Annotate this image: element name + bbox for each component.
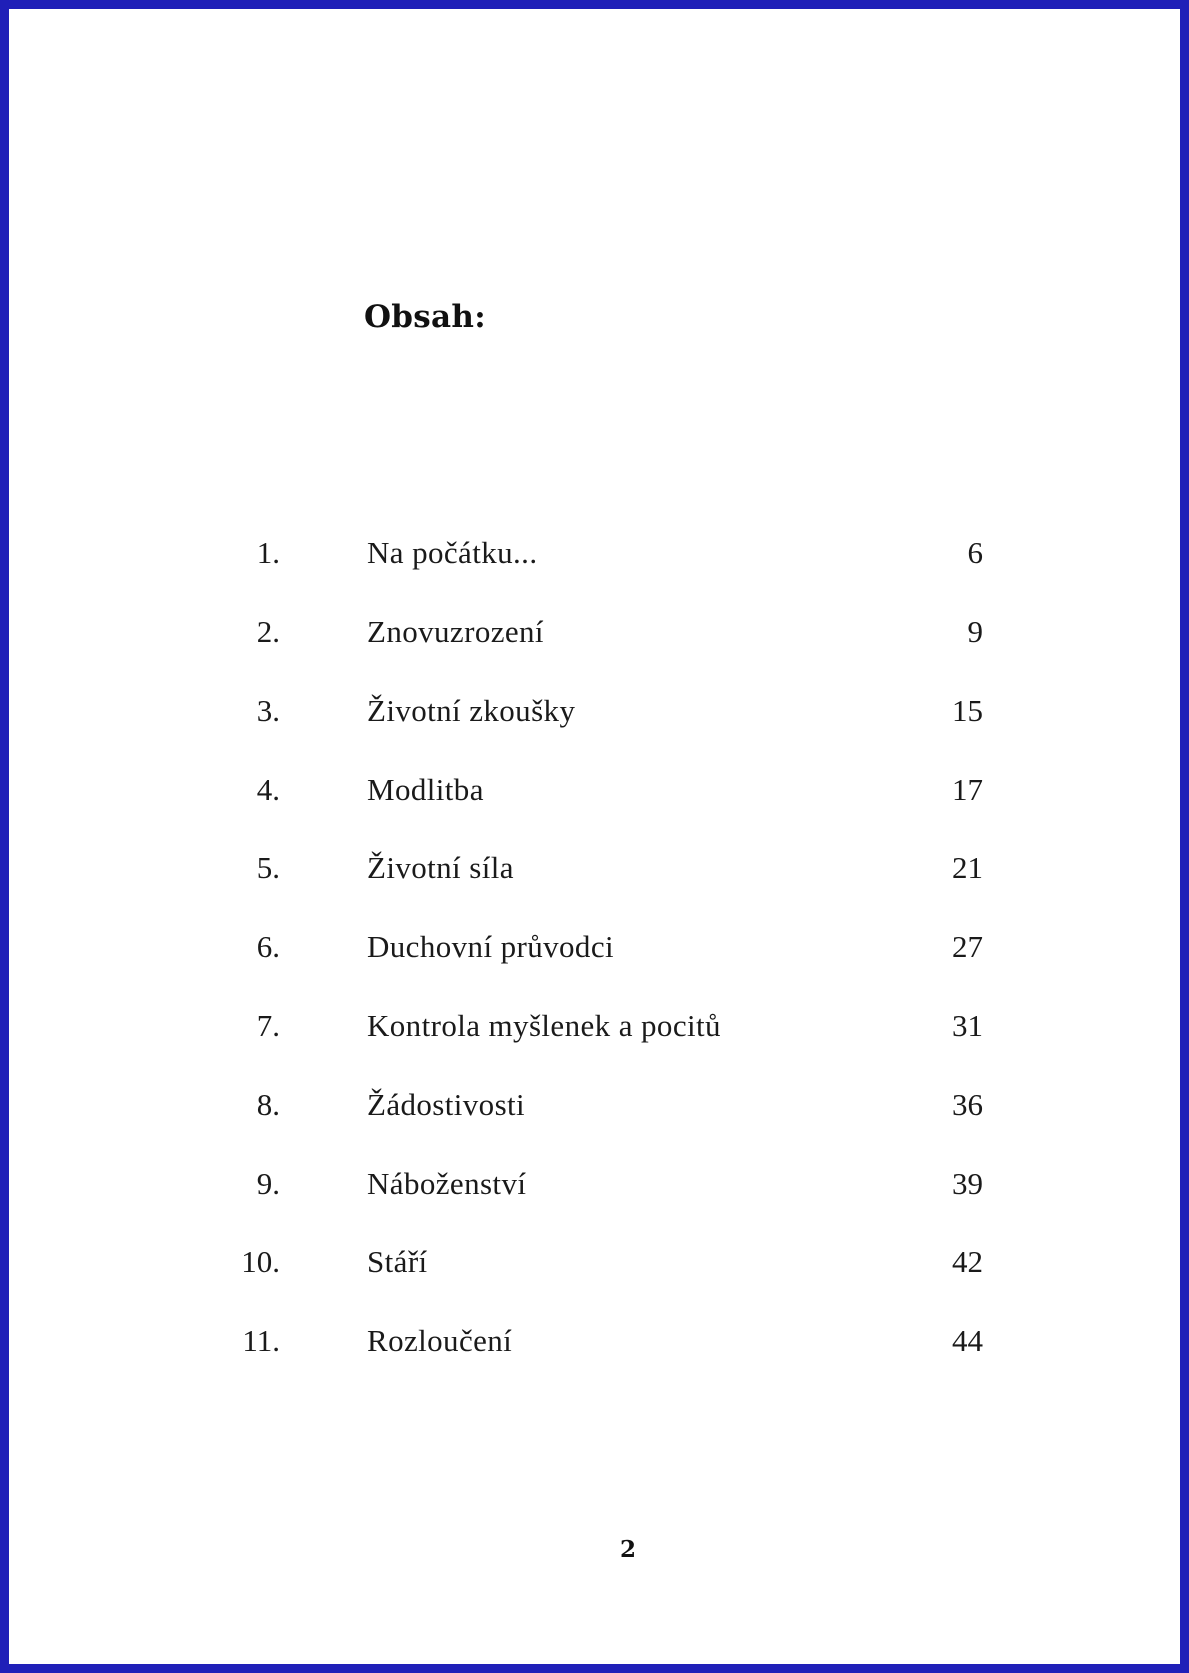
toc-entry-title: Stáří — [367, 1244, 428, 1279]
toc-entry-page: 27 — [952, 929, 983, 964]
toc-entry-page: 15 — [952, 693, 983, 728]
toc-entry-page: 21 — [952, 850, 983, 885]
toc-entry-title: Životní síla — [367, 850, 514, 885]
toc-entry-title: Náboženství — [367, 1166, 527, 1201]
toc-entry-number: 4. — [256, 772, 280, 807]
toc-entry-page: 31 — [952, 1008, 983, 1043]
toc-entry — [9, 1242, 1180, 1282]
toc-entry-page: 9 — [967, 614, 983, 649]
toc-entry — [9, 533, 1180, 573]
toc-entry — [9, 691, 1180, 731]
toc-entry-page: 6 — [967, 535, 983, 570]
toc-heading: Obsah: — [364, 299, 487, 335]
toc-entry — [9, 1006, 1180, 1046]
toc-entry — [9, 612, 1180, 652]
toc-entry-number: 3. — [256, 693, 280, 728]
toc-entry-title: Modlitba — [367, 772, 484, 807]
toc-entry — [9, 770, 1180, 810]
toc-entry — [9, 927, 1180, 967]
toc-entry-number: 1. — [256, 535, 280, 570]
toc-entry — [9, 1085, 1180, 1125]
toc-entry-title: Žádostivosti — [367, 1087, 526, 1122]
toc-entry — [9, 1321, 1180, 1361]
toc-entry — [9, 848, 1180, 888]
toc-entry-title: Kontrola myšlenek a pocitů — [367, 1008, 721, 1043]
toc-entry-page: 44 — [952, 1323, 983, 1358]
toc-entry-number: 7. — [256, 1008, 280, 1043]
toc-entry-title: Životní zkoušky — [367, 693, 576, 728]
toc-list — [9, 9, 1180, 1664]
toc-entry — [9, 1164, 1180, 1204]
toc-entry-page: 39 — [952, 1166, 983, 1201]
toc-entry-number: 10. — [241, 1244, 280, 1279]
toc-entry-title: Rozloučení — [367, 1323, 513, 1358]
toc-entry-number: 11. — [242, 1323, 280, 1358]
toc-entry-number: 8. — [256, 1087, 280, 1122]
toc-entry-page: 42 — [952, 1244, 983, 1279]
toc-entry-number: 9. — [256, 1166, 280, 1201]
toc-entry-number: 2. — [256, 614, 280, 649]
toc-entry-page: 17 — [952, 772, 983, 807]
toc-entry-number: 6. — [256, 929, 280, 964]
toc-entry-title: Znovuzrození — [367, 614, 544, 649]
toc-entry-page: 36 — [952, 1087, 983, 1122]
toc-entry-number: 5. — [256, 850, 280, 885]
page-number: 2 — [619, 1536, 636, 1563]
toc-entry-title: Na počátku... — [367, 535, 538, 570]
toc-entry-title: Duchovní průvodci — [367, 929, 615, 964]
